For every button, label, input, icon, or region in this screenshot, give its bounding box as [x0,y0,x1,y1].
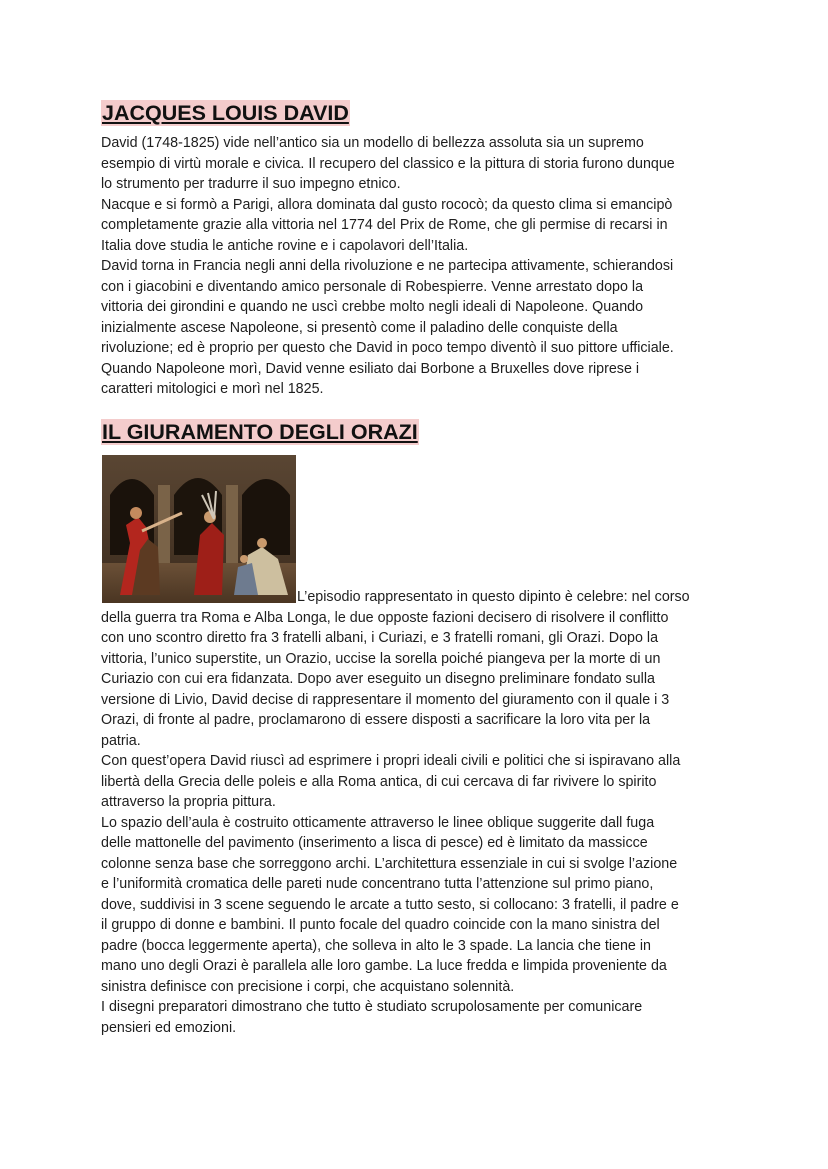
text-line: patria. [101,732,141,749]
text-line: vittoria dei girondini e quando ne uscì crebbe molto negli ideali di Napoleone. Quando [101,299,644,315]
text-line: Lo spazio dell’aula è costruito otticamente attraverso le linee oblique suggerite dall fuga [101,814,655,831]
section-title-oath: IL GIURAMENTO DEGLI ORAZI [102,420,418,444]
text-line: completamente grazie alla vittoria nel 1774 del Prix de Rome, che gli permise di recarsi in [101,217,668,233]
text-line: pensieri ed emozioni. [101,1019,237,1036]
text-line: Curiazio con cui era fidanzata. Dopo aver eseguito un disegno preliminare fondato sulla [101,671,655,687]
text-line: con i giacobini e diventando amico personale di Robespierre. Venne arrestato dopo la [101,278,644,295]
text-line: I disegni preparatori dimostrano che tutto è studiato scrupolosamente per comunicare [101,999,643,1015]
text-line: David (1748-1825) vide nell’antico sia un modello di bellezza assoluta sia un supremo [101,135,644,151]
text-line: esempio di virtù morale e civica. Il recupero del classico e la pittura di storia furono dunque [101,155,675,172]
text-line: Orazi, di fronte al padre, proclamarono di essere disposti a sacrificare la loro vita per la [101,712,651,728]
text-line: della guerra tra Roma e Alba Longa, le due opposte fazioni decisero di risolvere il conflitto [101,609,669,626]
text-line: delle mattonelle del pavimento (inserimento a lisca di pesce) ed è limitato da massicce [101,835,648,851]
text-line: caratteri mitologici e morì nel 1825. [101,381,324,397]
david-biography-paragraph [101,133,675,400]
text-line: L’episodio rappresentato in questo dipinto è celebre: nel corso [297,589,690,605]
text-line: con uno scontro diretto fra 3 fratelli albani, i Curiazi, e 3 fratelli romani, gli Orazi. Dopo la [101,630,659,646]
text-line: Italia dove studia le antiche rovine e i capolavori dell’Italia. [101,237,469,254]
text-line: libertà della Grecia delle poleis e alla Roma antica, di cui cercava di far rivivere lo spirito [101,773,657,790]
section-title-david: JACQUES LOUIS DAVID [102,101,349,125]
text-line: padre (bocca leggermente aperta), che solleva in alto le 3 spade. La lancia che tiene in [101,937,651,954]
text-line: colonne senza base che sorreggono archi. L’architettura essenziale in cui si svolge l’azione [101,855,678,872]
text-line: lo strumento per tradurre il suo impegno etnico. [101,176,401,192]
text-line: dove, suddivisi in 3 scene seguendo le arcate a tutto sesto, si collocano: 3 fratelli, il padre e [101,896,679,913]
painting-image [102,455,296,603]
text-line: versione di Livio, David decise di rappresentare il momento del giuramento con il quale i 3 [101,691,670,708]
text-line: sinistra definisce con precisione i corpi, che acquistano solennità. [101,978,515,995]
text-line: David torna in Francia negli anni della rivoluzione e ne partecipa attivamente, schierandosi [101,258,674,274]
text-line: attraverso la propria pittura. [101,794,276,810]
text-line: Quando Napoleone morì, David venne esiliato dai Borbone a Bruxelles dove riprese i [101,360,640,377]
text-line: Nacque e si formò a Parigi, allora dominata dal gusto rococò; da questo clima si emancipò [101,196,673,213]
text-line: vittoria, l’unico superstite, un Orazio, uccise la sorella poiché piangeva per la morte di un [101,650,661,667]
text-line: rivoluzione; ed è proprio per questo che David in poco tempo diventò il suo pittore ufficiale. [101,340,674,356]
text-line: il gruppo di donne e bambini. Il punto focale del quadro coincide con la mano sinistra del [101,917,660,933]
text-line: Con quest’opera David riuscì ad esprimere i propri ideali civili e politici che si ispiravano alla [101,753,681,769]
oath-description-paragraph [101,587,690,1038]
text-line: e l’uniformità cromatica delle pareti nude concentrano tutta l’attenzione sul primo piano, [101,876,654,892]
text-line: mano uno degli Orazi è parallela alle loro gambe. La luce fredda e limpida proveniente da [101,958,667,974]
text-line: inizialmente ascese Napoleone, si presentò come il paladino delle conquiste della [101,319,618,336]
